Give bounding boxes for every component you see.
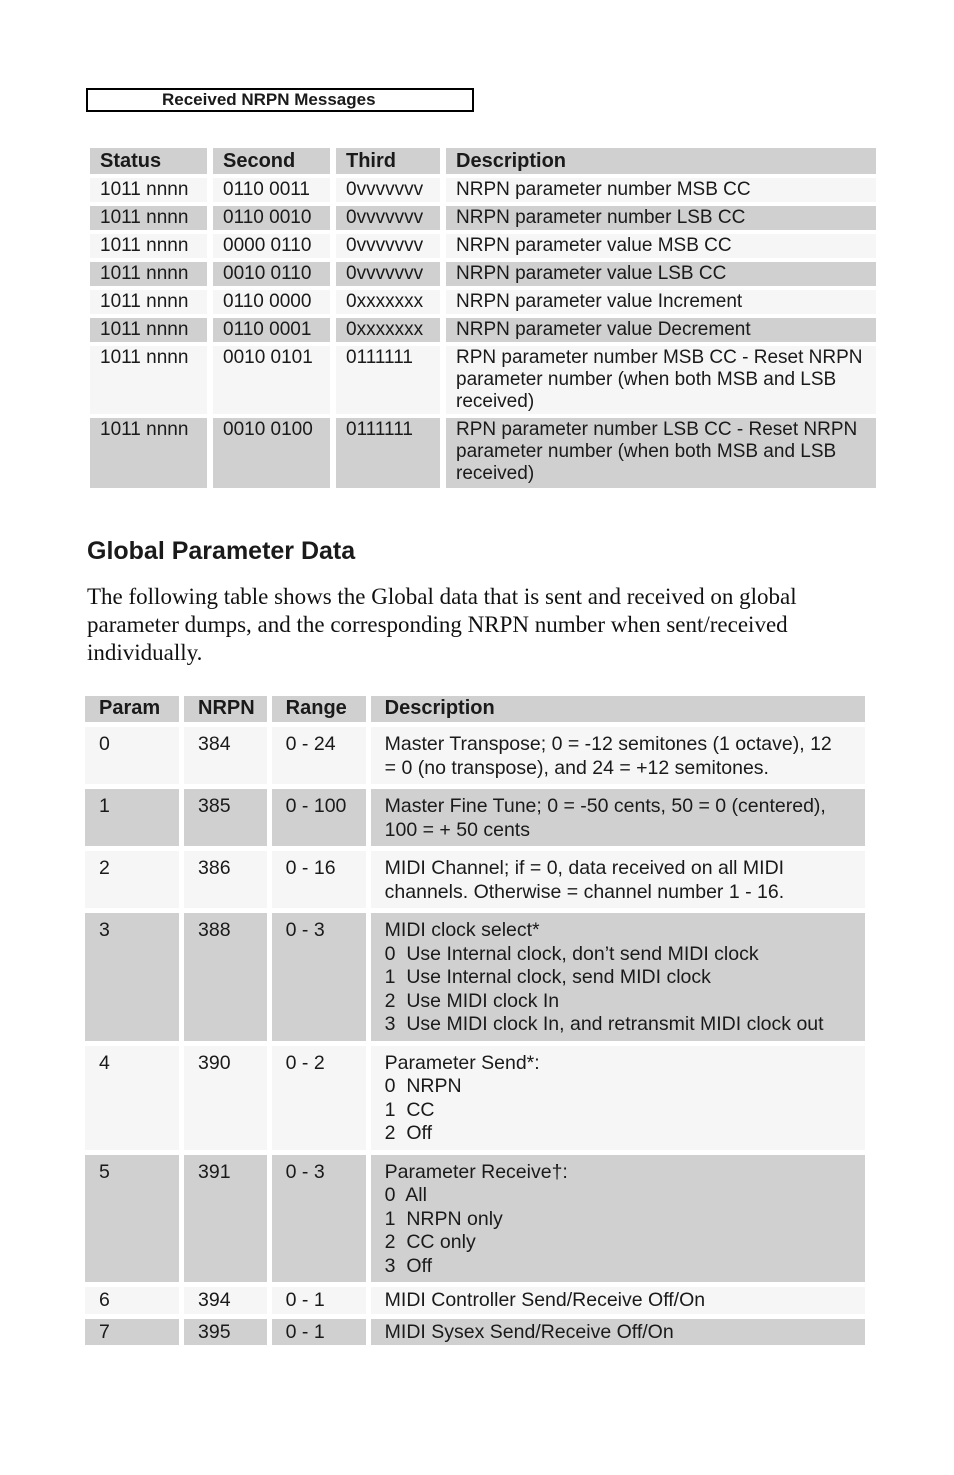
- table-row: [85, 1155, 865, 1283]
- description-cell: [371, 851, 865, 908]
- range-cell: 0 - 3: [272, 1155, 366, 1283]
- description-line: 0 NRPN: [384, 1075, 462, 1097]
- range-cell: 0 - 2: [272, 1046, 366, 1150]
- table-row: [90, 346, 876, 414]
- description-cell: NRPN parameter value MSB CC: [446, 234, 876, 258]
- description-cell: NRPN parameter value Decrement: [446, 318, 876, 342]
- table-row: [85, 913, 865, 1041]
- third-cell: 0vvvvvvv: [336, 178, 440, 202]
- description-line: MIDI Controller Send/Receive Off/On: [384, 1289, 706, 1311]
- description-line: 1 NRPN only: [384, 1207, 503, 1230]
- description-line: Master Fine Tune; 0 = -50 cents, 50 = 0 (centered),: [384, 795, 826, 817]
- third-cell: 0111111: [336, 418, 440, 488]
- description-cell: NRPN parameter value LSB CC: [446, 262, 876, 286]
- second-cell: 0110 0011: [213, 178, 330, 202]
- description-cell: [371, 1319, 865, 1346]
- table-row: [90, 418, 876, 488]
- description-line: 3 Use MIDI clock In, and retransmit MIDI clock out: [384, 1013, 824, 1035]
- second-cell: 0010 0110: [213, 262, 330, 286]
- param-cell: 1: [85, 789, 179, 846]
- description-line: Master Transpose; 0 = -12 semitones (1 octave), 12: [384, 733, 832, 755]
- description-line: 3 Off: [384, 1254, 433, 1277]
- column-header-nrpn: NRPN: [184, 696, 267, 722]
- range-cell: 0 - 100: [272, 789, 366, 846]
- nrpn-cell: 384: [184, 727, 267, 784]
- param-cell: 2: [85, 851, 179, 908]
- column-header-description: Description: [371, 696, 865, 722]
- description-cell: [371, 913, 865, 1041]
- table-row: [85, 1287, 865, 1314]
- table-row: [85, 851, 865, 908]
- table-row: [90, 206, 876, 230]
- nrpn-cell: 385: [184, 789, 267, 846]
- table-row: [85, 1046, 865, 1150]
- description-cell: [371, 727, 865, 784]
- third-cell: 0vvvvvvv: [336, 262, 440, 286]
- description-cell: [371, 1046, 865, 1150]
- description-cell: [371, 789, 865, 846]
- description-line: Parameter Receive†:: [384, 1160, 568, 1183]
- range-cell: 0 - 1: [272, 1319, 366, 1346]
- description-cell: NRPN parameter value Increment: [446, 290, 876, 314]
- description-cell: NRPN parameter number LSB CC: [446, 206, 876, 230]
- status-cell: 1011 nnnn: [90, 234, 207, 258]
- column-header-description: Description: [446, 148, 876, 174]
- nrpn-cell: 390: [184, 1046, 267, 1150]
- third-cell: 0vvvvvvv: [336, 234, 440, 258]
- description-cell: RPN parameter number MSB CC - Reset NRPN parameter number (when both MSB and LSB received): [446, 346, 876, 414]
- description-line: 2 Use MIDI clock In: [384, 989, 560, 1012]
- table-row: [90, 262, 876, 286]
- table-row: [85, 1319, 865, 1346]
- description-line: 100 = + 50 cents: [384, 818, 530, 841]
- second-cell: 0010 0100: [213, 418, 330, 488]
- second-cell: 0110 0001: [213, 318, 330, 342]
- description-line: 1 Use Internal clock, send MIDI clock: [384, 966, 711, 988]
- param-cell: 0: [85, 727, 179, 784]
- description-line: MIDI clock select*: [384, 919, 540, 941]
- param-cell: 4: [85, 1046, 179, 1150]
- param-cell: 6: [85, 1287, 179, 1314]
- description-cell: [371, 1155, 865, 1283]
- description-line: Parameter Send*:: [384, 1051, 540, 1074]
- description-line: 1 CC: [384, 1098, 435, 1121]
- section-heading: Global Parameter Data: [87, 537, 356, 565]
- description-line: 0 Use Internal clock, don’t send MIDI clock: [384, 942, 759, 965]
- description-cell: [371, 1287, 865, 1314]
- third-cell: 0xxxxxxx: [336, 290, 440, 314]
- nrpn-cell: 391: [184, 1155, 267, 1283]
- status-cell: 1011 nnnn: [90, 206, 207, 230]
- range-cell: 0 - 3: [272, 913, 366, 1041]
- range-cell: 0 - 16: [272, 851, 366, 908]
- description-line: MIDI Channel; if = 0, data received on all MIDI: [384, 857, 785, 879]
- table-row: [90, 178, 876, 202]
- nrpn-cell: 395: [184, 1319, 267, 1346]
- status-cell: 1011 nnnn: [90, 290, 207, 314]
- param-cell: 7: [85, 1319, 179, 1346]
- status-cell: 1011 nnnn: [90, 318, 207, 342]
- table-header-row: [90, 148, 876, 174]
- range-cell: 0 - 1: [272, 1287, 366, 1314]
- third-cell: 0xxxxxxx: [336, 318, 440, 342]
- column-header-third: Third: [336, 148, 440, 174]
- description-line: channels. Otherwise = channel number 1 - 16.: [384, 880, 785, 903]
- table-row: [90, 318, 876, 342]
- table-row: [85, 727, 865, 784]
- column-header-second: Second: [213, 148, 330, 174]
- status-cell: 1011 nnnn: [90, 262, 207, 286]
- nrpn-cell: 388: [184, 913, 267, 1041]
- second-cell: 0110 0000: [213, 290, 330, 314]
- intro-paragraph: The following table shows the Global data that is sent and received on global parameter dumps, and the corresponding NRPN number when sent/received individually.: [87, 584, 797, 665]
- range-cell: 0 - 24: [272, 727, 366, 784]
- received-nrpn-table: [84, 144, 882, 492]
- column-header-param: Param: [85, 696, 179, 722]
- second-cell: 0000 0110: [213, 234, 330, 258]
- description-line: MIDI Sysex Send/Receive Off/On: [384, 1320, 674, 1343]
- table-row: [85, 789, 865, 846]
- param-cell: 5: [85, 1155, 179, 1283]
- second-cell: 0010 0101: [213, 346, 330, 414]
- description-line: 2 CC only: [384, 1231, 476, 1253]
- table-row: [90, 290, 876, 314]
- status-cell: 1011 nnnn: [90, 418, 207, 488]
- description-cell: RPN parameter number LSB CC - Reset NRPN parameter number (when both MSB and LSB received): [446, 418, 876, 488]
- table-header-row: [85, 696, 865, 722]
- third-cell: 0vvvvvvv: [336, 206, 440, 230]
- global-parameter-table: [80, 691, 870, 1350]
- second-cell: 0110 0010: [213, 206, 330, 230]
- nrpn-cell: 394: [184, 1287, 267, 1314]
- third-cell: 0111111: [336, 346, 440, 414]
- description-line: 2 Off: [384, 1122, 433, 1144]
- description-line: = 0 (no transpose), and 24 = +12 semitones.: [384, 756, 769, 779]
- param-cell: 3: [85, 913, 179, 1041]
- received-nrpn-messages-title: Received NRPN Messages: [86, 88, 474, 112]
- nrpn-cell: 386: [184, 851, 267, 908]
- column-header-status: Status: [90, 148, 207, 174]
- status-cell: 1011 nnnn: [90, 346, 207, 414]
- table-row: [90, 234, 876, 258]
- description-line: 0 All: [384, 1184, 427, 1206]
- status-cell: 1011 nnnn: [90, 178, 207, 202]
- column-header-range: Range: [272, 696, 366, 722]
- description-cell: NRPN parameter number MSB CC: [446, 178, 876, 202]
